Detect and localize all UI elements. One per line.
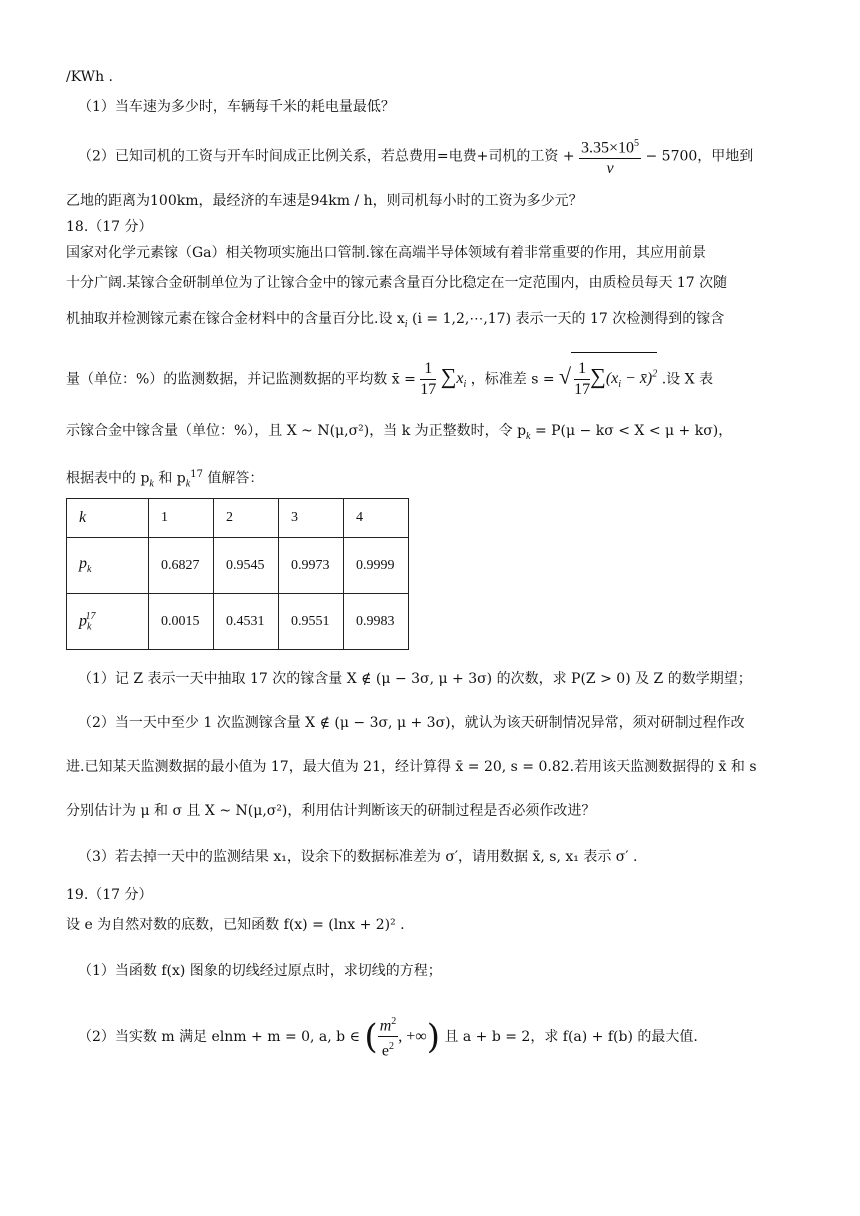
q18-part2 [78,712,800,734]
q18-intro-4b-text: ，标准差 s = [470,371,555,388]
std-dev-radicand: $\frac{1}{17}$ $\sum(x_i$ − x̄)$^2$ [571,352,657,408]
table-cell-label: $p_k^{17}$ [67,594,149,650]
q18-part2-cont2 [66,800,800,822]
q17-part2-cont [66,190,800,212]
q18-part1-text: （1）记 Z 表示一天中抽取 17 次的镓含量 X ∉ (μ − 3σ, μ + 3σ) 的次数，求 P(Z > 0) 及 Z 的数学期望； [78,671,752,687]
table-cell: 0.9983 [344,594,409,650]
q17-part2-text-b: − 5700，甲地到 [645,148,754,165]
table-cell: 0.9545 [214,538,279,594]
table-row-pk [67,538,409,594]
interval-close-paren: ) [426,1016,440,1057]
table-cell: 3 [279,499,344,538]
q18-header-text: 18.（17 分） [66,219,153,235]
q18-intro-3 [66,308,800,336]
q19-part2-text-a: （2）当实数 m 满足 elnm + m = 0, a, b ∈ [78,1028,360,1045]
table-cell-label: $p_k$ [67,538,149,594]
sqrt-icon: √ [559,363,572,389]
q17-part1-text: （1）当车速为多少时，车辆每千米的耗电量最低？ [78,99,395,115]
q18-intro-6-text: 根据表中的 p [66,470,150,487]
q17-part2-text-c: 乙地的距离为100km，最经济的车速是94km / h，则司机每小时的工资为多少元？ [66,193,583,209]
q18-intro-1-text: 国家对化学元素镓（Ga）相关物项实施出口管制.镓在高端半导体领域有着非常重要的作用，其应用前景 [66,245,706,261]
table-cell: 0.9551 [279,594,344,650]
q18-intro-2-text: 十分广阔.某镓合金研制单位为了让镓合金中的镓元素含量百分比稳定在一定范围内，由质检员每天 17 次随 [66,275,728,291]
q18-intro-3b-text: (i = 1,2,⋯,17) 表示一天的 17 次检测得到的镓含 [412,311,725,327]
q18-intro-6b-text: 和 p [153,470,186,487]
q19-header [66,884,800,906]
subscript-k-2: k [149,478,154,490]
fraction-denominator: v [606,160,614,178]
q18-header [66,216,800,238]
q17-part2 [78,134,800,179]
cost-fraction [579,134,641,179]
unit-line [66,66,800,88]
table-cell: 0.9973 [279,538,344,594]
table-row-k [67,499,409,538]
q18-part3-text: （3）若去掉一天中的监测结果 x₁，设余下的数据标准差为 σ′，请用数据 x̄, s, x₁ 表示 σ′ . [78,849,638,865]
probability-table [66,498,409,650]
table-cell: 1 [149,499,214,538]
q18-intro-2 [66,272,800,294]
q18-intro-5-text: 示镓合金中镓含量（单位：%），且 X ~ N(μ,σ²)，当 k 为正整数时，令 p [66,423,527,439]
q18-intro-4a-text: 量（单位：%）的监测数据，并记监测数据的平均数 x̄ = [66,371,416,388]
q19-intro [66,914,800,936]
q18-part3 [78,846,800,868]
q17-part2-text-a: （2）已知司机的工资与开车时间成正比例关系，若总费用=电费+司机的工资 + [78,148,575,165]
sigma-symbol: ∑ [440,363,457,389]
fraction-exponent: 5 [634,138,640,149]
q19-part2: （2）当实数 m 满足 elnm + m = 0, a, b ∈ ( $\frac{m^2}{e^2}$ , +∞) 且 a + b = 2，求 f(a) + f(b) 的最大值. [78,1012,800,1062]
table-cell: 0.4531 [214,594,279,650]
table-cell: k [67,499,149,538]
pk17-label: p [79,612,87,630]
q19-header-text: 19.（17 分） [66,887,153,903]
table-cell: 0.9999 [344,538,409,594]
q18-part2-cont1 [66,756,800,778]
q18-part2-text-a: （2）当一天中至少 1 次监测镓含量 X ∉ (μ − 3σ, μ + 3σ)，就认为该天研制情况异常，须对研制过程作改 [78,715,745,731]
unit-text: /KWh . [66,69,113,85]
subscript-k: k [526,430,531,442]
table-row-pk17 [67,594,409,650]
superscript-17: 17 [190,469,203,480]
table-cell: 2 [214,499,279,538]
q17-part1 [78,96,800,118]
pk-label: p [79,555,87,573]
q18-intro-1 [66,242,800,264]
subscript-i: i [404,318,408,330]
q19-part1 [78,960,800,982]
q19-intro-text: 设 e 为自然对数的底数，已知函数 f(x) = (lnx + 2)² . [66,917,405,933]
q18-intro-5 [66,420,800,448]
mean-fraction: $\frac{1}{17}$ [420,359,437,398]
q18-intro-6 [66,464,800,495]
q19-part1-text: （1）当函数 f(x) 图象的切线经过原点时，求切线的方程； [78,963,442,979]
q18-intro-4c-text: .设 X 表 [661,371,714,388]
q18-part2-text-b: 进.已知某天监测数据的最小值为 17，最大值为 21，经计算得 x̄ = 20, s = 0.82.若用该天监测数据得的 x̄ 和 s [66,759,757,775]
fraction-numerator: 3.35×10 [581,139,635,157]
q18-part2-text-c: 分别估计为 μ 和 σ 且 X ~ N(μ,σ²)，利用估计判断该天的研制过程是否必须作改进？ [66,803,596,819]
q18-part1 [78,668,800,690]
table-cell: 0.0015 [149,594,214,650]
q18-intro-5b-text: = P(μ − kσ < X < μ + kσ)， [530,423,733,439]
subscript-k-3: k [185,478,191,490]
q18-intro-4: 量（单位：%）的监测数据，并记监测数据的平均数 x̄ = $\frac{1}{17}$ $\sum x_i$ ，标准差 s = √ $\frac{1}{17}$ $\sum(x_i$ − x̄)$^2$ .设 X 表 [66,352,800,408]
table-cell: 0.6827 [149,538,214,594]
q19-part2-text-b: 且 a + b = 2，求 f(a) + f(b) 的最大值. [444,1028,698,1045]
q18-intro-6c-text: 值解答： [202,470,264,487]
table-cell: 4 [344,499,409,538]
interval-fraction: $\frac{m^2}{e^2}$ [378,1012,399,1062]
q18-intro-3-text: 机抽取并检测镓元素在镓合金材料中的含量百分比.设 x [66,311,405,327]
interval-open-paren: ( [364,1016,378,1057]
